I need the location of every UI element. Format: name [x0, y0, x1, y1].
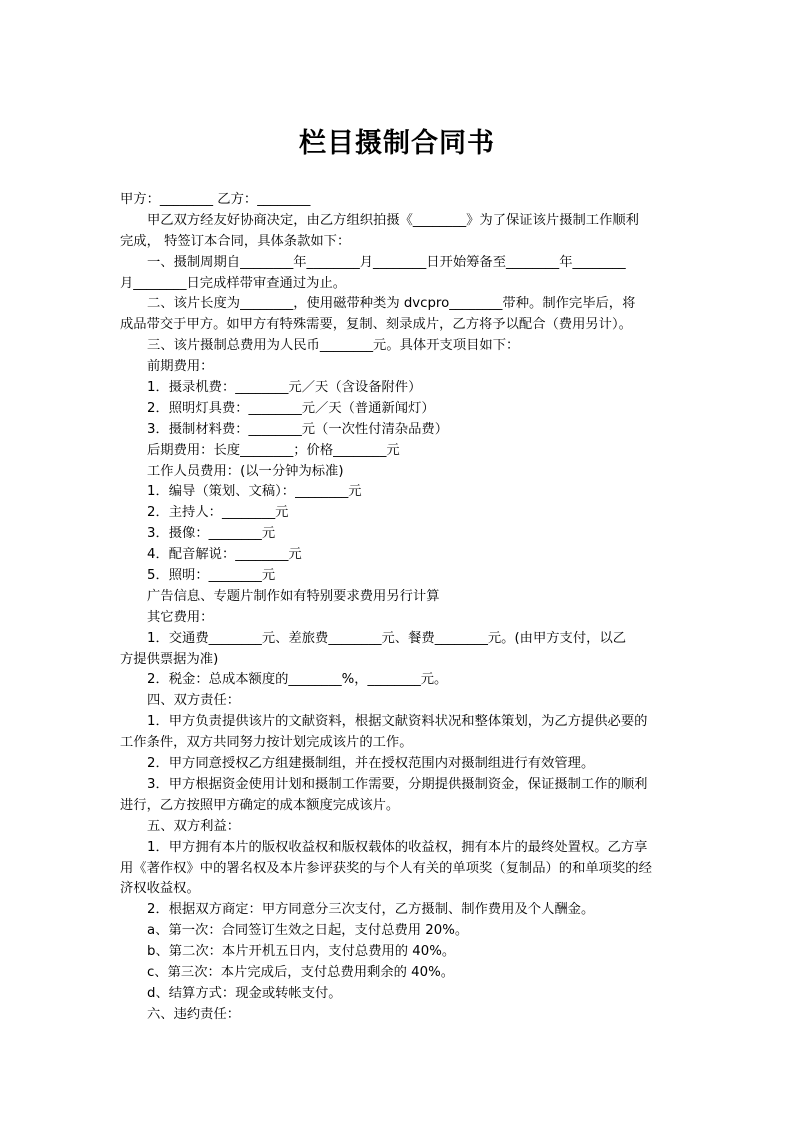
paragraph-line: 1．编导（策划、文稿）：________元: [147, 484, 362, 500]
paragraph-line: 成品带交于甲方。如甲方有特殊需要，复制、刻录成片，乙方将予以配合（费用另计）。: [120, 317, 632, 333]
paragraph-line: 济权收益权。: [120, 881, 200, 897]
paragraph-line: 2．税金：总成本额度的________%，________元。: [147, 672, 448, 688]
paragraph-line: 甲方：________ 乙方：________: [120, 192, 311, 207]
paragraph-line: 五、双方利益：: [147, 818, 241, 834]
paragraph-line: 5．照明：________元: [147, 568, 276, 584]
paragraph-line: 后期费用：长度________；价格________元: [147, 442, 400, 458]
paragraph-line: 1．甲方拥有本片的版权收益权和版权载体的收益权，拥有本片的最终处置权。乙方享: [147, 839, 648, 855]
paragraph-line: 1．交通费________元、差旅费________元、餐费________元。(由甲方支付，以乙: [147, 630, 627, 646]
paragraph-line: d、结算方式：现金或转帐支付。: [147, 985, 342, 1001]
paragraph-line: 二、该片长度为________，使用磁带种类为 dvcpro________带种。制作完毕后，将: [147, 296, 636, 312]
paragraph-line: 工作人员费用：(以一分钟为标准): [147, 463, 344, 479]
paragraph-line: c、第三次：本片完成后，支付总费用剩余的 40%。: [147, 964, 455, 980]
paragraph-line: 2．照明灯具费：________元／天（普通新闻灯）: [147, 400, 435, 416]
paragraph-line: 四、双方责任：: [147, 693, 241, 709]
paragraph-line: 1．甲方负责提供该片的文献资料，根据文献资料状况和整体策划，为乙方提供必要的: [147, 714, 648, 730]
paragraph-line: 完成， 特签订本合同，具体条款如下：: [120, 233, 351, 249]
paragraph-line: 月________日完成样带审查通过为止。: [120, 275, 347, 291]
paragraph-line: 2．主持人：________元: [147, 505, 289, 521]
paragraph-line: b、第二次：本片开机五日内，支付总费用的 40%。: [147, 944, 456, 960]
paragraph-line: a、第一次：合同签订生效之日起，支付总费用 20%。: [147, 923, 469, 939]
document-title: 栏目摄制合同书: [299, 128, 495, 159]
paragraph-line: 六、违约责任：: [147, 1006, 241, 1022]
paragraph-line: 3．甲方根据资金使用计划和摄制工作需要，分期提供摄制资金，保证摄制工作的顺利: [147, 776, 648, 792]
paragraph-line: 工作条件，双方共同努力按计划完成该片的工作。: [120, 735, 413, 751]
paragraph-line: 其它费用：: [147, 609, 214, 625]
paragraph-line: 2．甲方同意授权乙方组建摄制组，并在授权范围内对摄制组进行有效管理。: [147, 756, 595, 772]
document-body: [120, 190, 680, 1026]
paragraph-line: 广告信息、专题片制作如有特别要求费用另行计算: [147, 588, 440, 604]
paragraph-line: 3．摄像：________元: [147, 526, 276, 542]
paragraph-line: 4．配音解说：________元: [147, 547, 302, 563]
paragraph-line: 1．摄录机费：________元／天（含设备附件）: [147, 380, 422, 396]
paragraph-line: 三、该片摄制总费用为人民币________元。具体开支项目如下：: [147, 338, 520, 354]
paragraph-line: 前期费用：: [147, 359, 214, 375]
paragraph-line: 方提供票据为准): [120, 651, 219, 667]
paragraph-line: 2．根据双方商定：甲方同意分三次支付，乙方摄制、制作费用及个人酬金。: [147, 902, 595, 918]
paragraph-line: 一、摄制周期自________年________月________日开始筹备至________年________: [147, 254, 626, 270]
paragraph-line: 进行，乙方按照甲方确定的成本额度完成该片。: [120, 797, 400, 813]
paragraph-line: 甲乙双方经友好协商决定，由乙方组织拍摄《________》为了保证该片摄制工作顺利: [147, 212, 639, 228]
paragraph-line: 用《著作权》中的署名权及本片参评获奖的与个人有关的单项奖（复制品）的和单项奖的经: [120, 860, 652, 876]
paragraph-line: 3．摄制材料费：________元（一次性付清杂品费）: [147, 421, 448, 437]
